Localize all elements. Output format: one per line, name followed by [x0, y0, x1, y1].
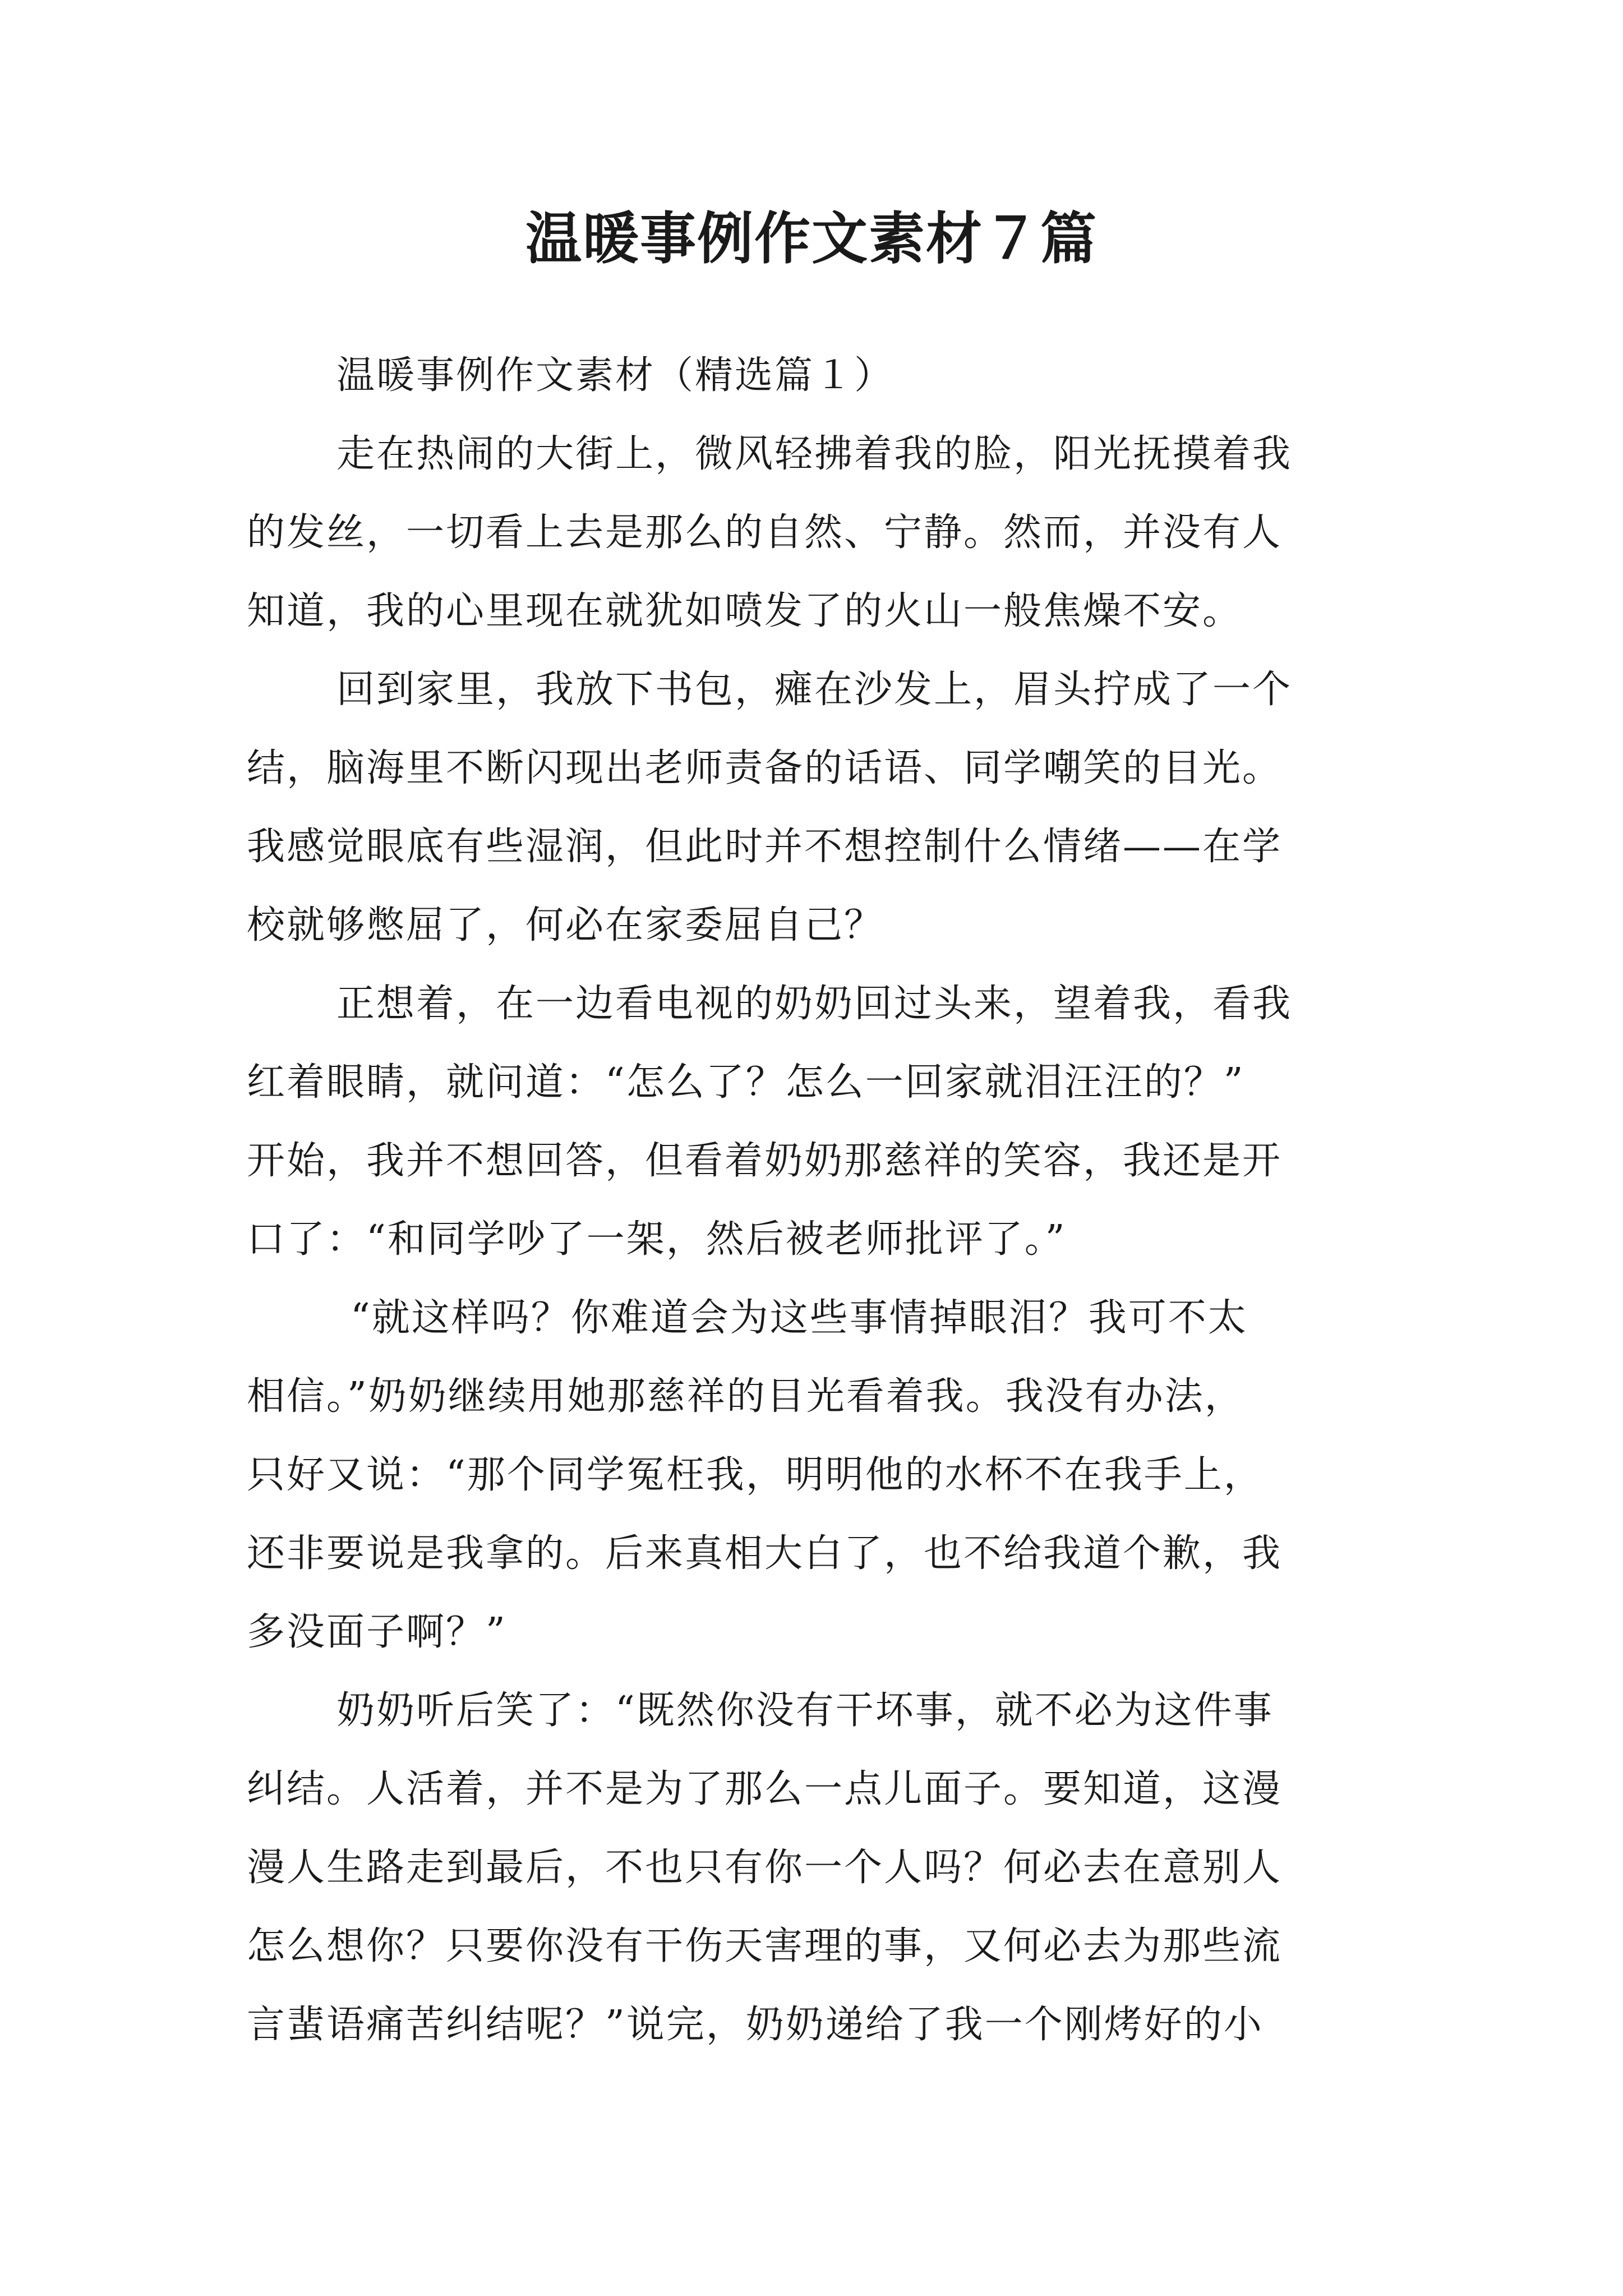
body-line: 奶奶听后笑了：“既然你没有干坏事，就不必为这件事 [336, 1688, 1274, 1733]
body-line: 还非要说是我拿的。后来真相大白了，也不给我道个歉，我 [247, 1531, 1283, 1576]
body-line: 开始，我并不想回答，但看着奶奶那慈祥的笑容，我还是开 [247, 1139, 1283, 1183]
body-line: “就这样吗？你难道会为这些事情掉眼泪？我可不太 [351, 1296, 1248, 1340]
body-line: 结，脑海里不断闪现出老师责备的话语、同学嘲笑的目光。 [247, 746, 1283, 790]
body-line: 的发丝，一切看上去是那么的自然、宁静。然而，并没有人 [247, 510, 1283, 555]
body-line: 相信。”奶奶继续用她那慈祥的目光看着我。我没有办法， [247, 1374, 1244, 1419]
document-title: 温暖事例作文素材７篇 [525, 205, 1098, 272]
body-line: 纠结。人活着，并不是为了那么一点儿面子。要知道，这漫 [247, 1767, 1283, 1811]
body-line: 口了：“和同学吵了一架，然后被老师批评了。” [247, 1217, 1067, 1262]
body-line: 知道，我的心里现在就犹如喷发了的火山一般焦燥不安。 [247, 589, 1243, 633]
body-line: 只好又说：“那个同学冤枉我，明明他的水杯不在我手上， [247, 1453, 1264, 1497]
body-line: 红着眼睛，就问道：“怎么了？怎么一回家就泪汪汪的？” [247, 1060, 1245, 1105]
body-line: 回到家里，我放下书包，瘫在沙发上，眉头拧成了一个 [336, 668, 1293, 712]
section-heading: 温暖事例作文素材（精选篇１） [336, 353, 895, 398]
body-line: 言蜚语痛苦纠结呢？”说完，奶奶递给了我一个刚烤好的小 [247, 2003, 1264, 2047]
body-line: 校就够憋屈了，何必在家委屈自己？ [247, 903, 884, 947]
body-line: 怎么想你？只要你没有干伤天害理的事，又何必去为那些流 [247, 1924, 1283, 1968]
body-line: 正想着，在一边看电视的奶奶回过头来，望着我，看我 [336, 982, 1293, 1026]
body-line: 走在热闹的大街上，微风轻拂着我的脸，阳光抚摸着我 [336, 432, 1293, 476]
body-line: 漫人生路走到最后，不也只有你一个人吗？何必去在意别人 [247, 1846, 1283, 1890]
body-line: 多没面子啊？” [247, 1610, 507, 1654]
body-line: 我感觉眼底有些湿润，但此时并不想控制什么情绪——在学 [247, 825, 1283, 869]
